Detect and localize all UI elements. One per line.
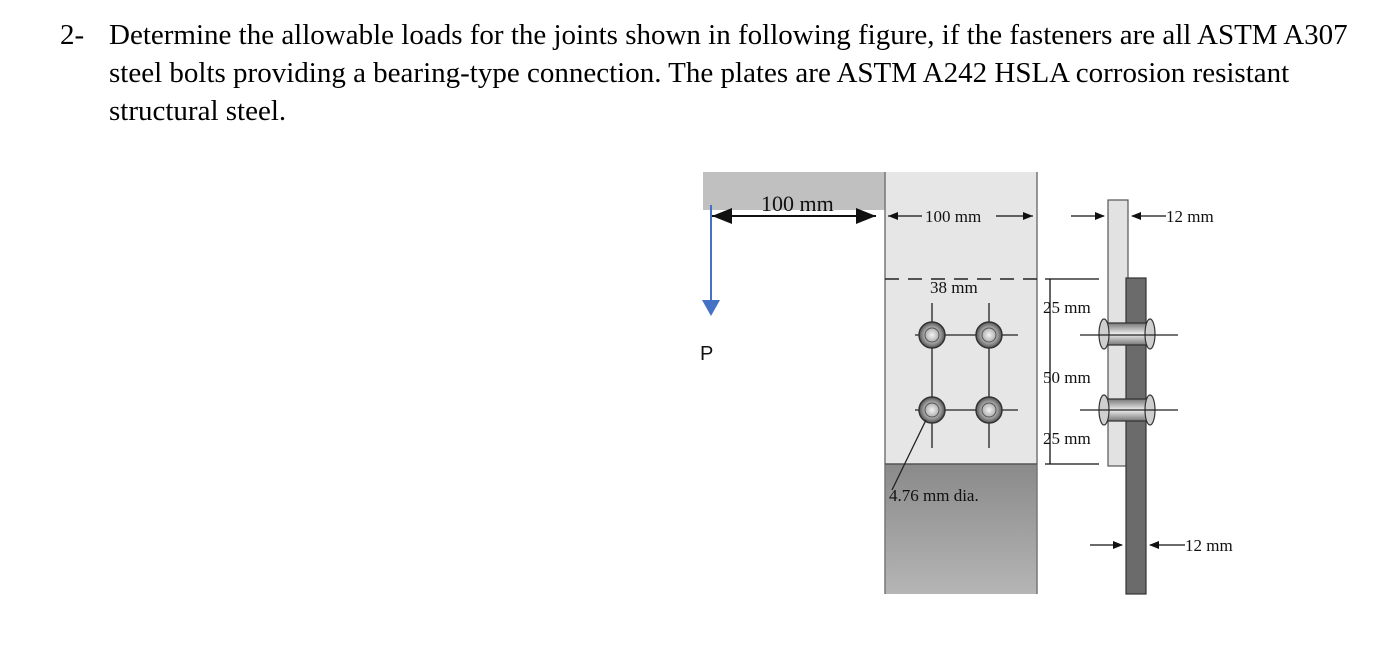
offset-dim-label: 100 mm [761,191,834,216]
problem-text: Determine the allowable loads for the joints shown in following figure, if the fasteners are all ASTM A307 steel bolts providing a bearing-type connection. The plates are ASTM A242 HSLA corrosion resistant structural steel. [109,19,1348,127]
row-spacing-dim-label: 50 mm [1043,368,1091,387]
load-arrowhead [702,300,720,316]
bolt [976,322,1002,348]
problem-number: 2- [60,19,85,51]
bottom-plate [885,464,1037,594]
plate-width-dim-label: 100 mm [925,207,982,226]
bolt [919,322,945,348]
bolt-spacing-dim-label: 38 mm [930,278,978,297]
bolt [976,397,1002,423]
bolt [919,397,945,423]
edge-bottom-dim-label: 25 mm [1043,429,1091,448]
bottom-plate-thickness-label: 12 mm [1185,536,1233,555]
bolt-dia-label: 4.76 mm dia. [889,486,979,505]
side-bolt [1099,319,1155,349]
top-plate-thickness-label: 12 mm [1166,207,1214,226]
load-label: P [700,343,714,365]
edge-top-dim-label: 25 mm [1043,298,1091,317]
